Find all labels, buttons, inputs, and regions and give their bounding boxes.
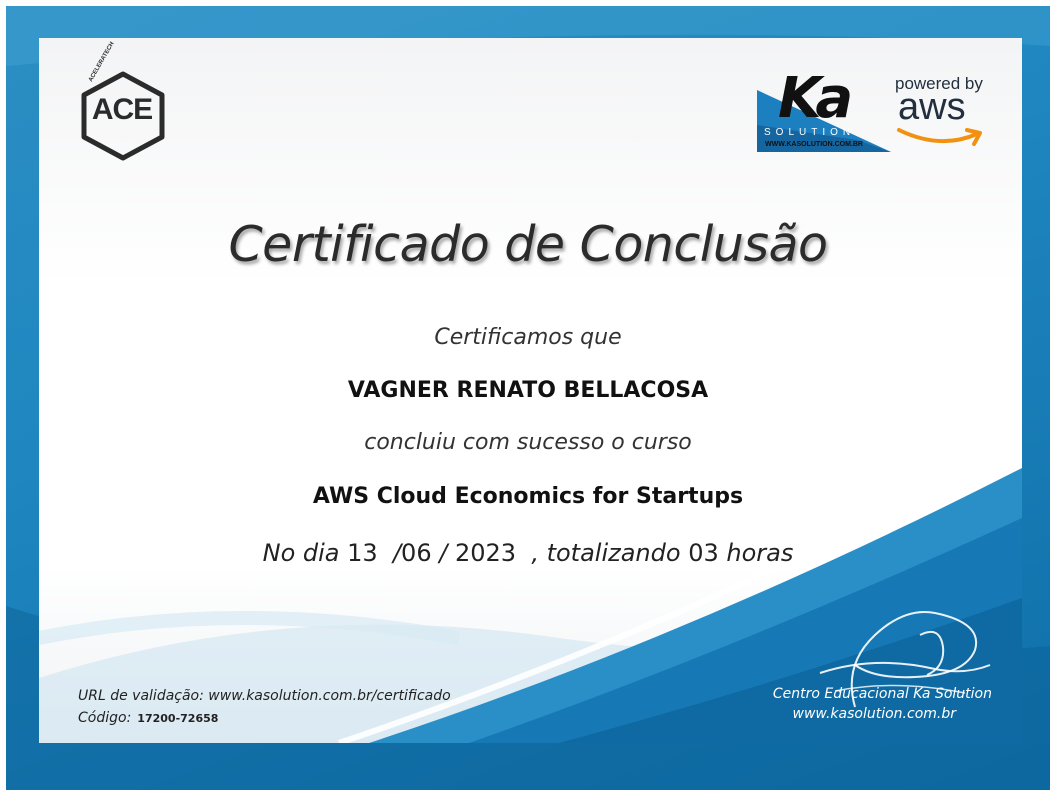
date-month: 06 (401, 539, 432, 567)
completed-text: concluiu com sucesso o curso (364, 430, 692, 455)
code-value: 17200-72658 (137, 712, 219, 725)
ka-logo-word: SOLUTION (764, 127, 856, 138)
certificate-title: Certificado de Conclusão (228, 216, 828, 273)
date-prefix: No dia (262, 539, 340, 567)
date-year: 2023 (454, 539, 517, 567)
aws-smile-icon (895, 124, 990, 150)
certify-intro: Certificamos que (434, 325, 622, 350)
code-label: Código: (78, 710, 132, 726)
hours-suffix: horas (726, 539, 794, 567)
validation-url[interactable]: www.kasolution.com.br/certificado (208, 688, 451, 704)
ace-logo-tagline: ACELERATECH (88, 41, 116, 83)
aws-logo-text: aws (898, 86, 966, 128)
recipient-name: VAGNER RENATO BELLACOSA (347, 378, 709, 403)
code-line (78, 710, 218, 726)
validation-url-line (78, 688, 451, 704)
hours-value: 03 (688, 539, 719, 567)
issuer-name: Centro Educacional Ka Solution (772, 686, 992, 702)
aws-powered-by: powered by (895, 74, 983, 93)
course-name: AWS Cloud Economics for Startups (312, 484, 744, 509)
ka-logo-letters: Ka (778, 66, 848, 131)
issuer-url[interactable]: www.kasolution.com.br (792, 706, 956, 722)
date-hours-line: No dia 13 /06 / 2023 , totalizando 03 horas (262, 539, 794, 567)
ka-logo-url: WWW.KASOLUTION.COM.BR (765, 141, 863, 148)
validation-label: URL de validação: (78, 688, 204, 704)
date-day: 13 (347, 539, 378, 567)
hours-prefix: , totalizando (531, 539, 681, 567)
ace-logo-text: ACE (91, 93, 153, 126)
